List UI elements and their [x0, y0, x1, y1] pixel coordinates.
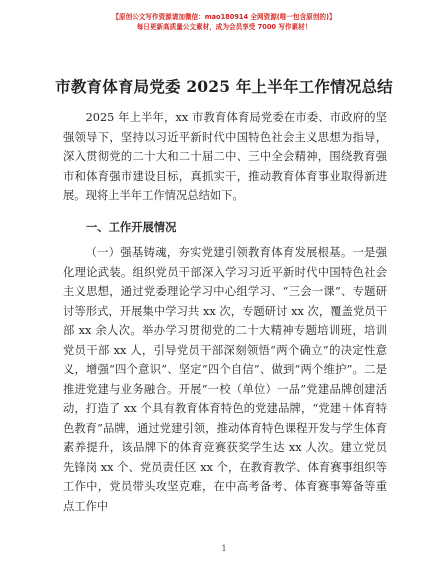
page-number: 1 — [221, 544, 227, 553]
intro-paragraph: 2025 年上半年，xx 市教育体育局党委在市委、市政府的坚强领导下，坚持以习近平新时代中国特色社会主义思想为指导，深入贯彻党的二十大和二十届二中、三中全会精神，围绕教育强市和体育强市建设目标，真抓实干，推动教育体育事业取得新进展。现将上半年工作情况总结如下。 — [63, 111, 387, 202]
section-heading-work-status: 一、工作开展情况 — [86, 220, 177, 234]
document-title: 市教育体育局党委 2025 年上半年工作情况总结 — [55, 77, 393, 96]
section-paragraph-party-building: （一）强基铸魂，夯实党建引领教育体育发展根基。一是强化理论武装。组织党员干部深入学习习近平新时代中国特色社会主义思想，通过党委理论学习中心组学习、“三会一课”、专题研讨等形式，开展集中学习共 xx 次，专题研讨 xx 次，覆盖党员干部 xx 余人次。举办学习贯彻党的二十大精神专题培训班，培训党员干部 xx 人，引导党员干部深刻领悟“两个确立”的决定性意义，增强“四个意识”、坚定“四个自信”、做到“两个维护”。二是推进党建与业务融合。开展“一校（单位）一品”党建品牌创建活动，打造了 xx 个具有教育体育特色的党建品牌，“党建＋体育特色教育”品牌，通过党建引领，推动体育特色课程开发与学生体育素养提升，该品牌下的体育竞赛获奖学生达 xx 人次。建立党员先锋岗 xx 个、党员责任区 xx 个，在教育教学、体育赛事组织等工作中，党员带头攻坚克难，在中高考备考、体育赛事筹备等重点工作中 — [63, 246, 387, 513]
promo-banner-line-2: 每日更新高质量公文素材，成为会员享受 7000 写作素材！ — [136, 23, 312, 31]
promo-banner-line-1: 【原创公文写作资源请加微信：mao180914 全网资源(唯一包含原创的)】 — [112, 13, 336, 21]
